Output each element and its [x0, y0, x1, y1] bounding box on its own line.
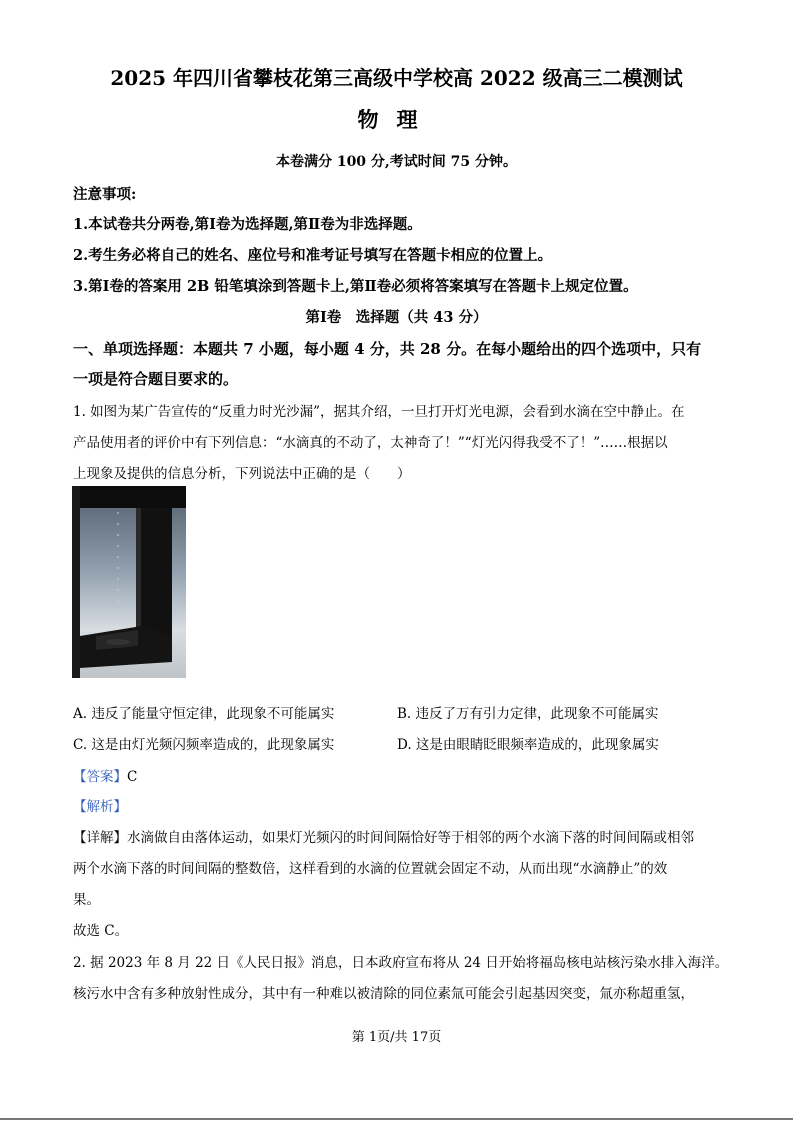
antigravity-hourglass-photo: [72, 486, 186, 678]
hourglass-illustration: [72, 486, 186, 678]
option-c[interactable]: C. 这是由灯光频闪频率造成的，此现象属实: [73, 737, 335, 753]
detail-tag: 【详解】: [73, 830, 127, 846]
answer-value: C: [127, 769, 138, 785]
subject-title: 物理: [357, 107, 436, 132]
question2-line2: 核污水中含有多种放射性成分，其中有一种难以被清除的同位素氚可能会引起基因突变，氚亦称超重氢，: [73, 986, 694, 1002]
notices-heading: 注意事项:: [73, 186, 137, 203]
notice-item-2: 2.考生务必将自己的姓名、座位号和准考证号填写在答题卡相应的位置上。: [73, 247, 553, 264]
bottom-divider: [0, 1118, 793, 1120]
question1-line1: 1. 如图为某广告宣传的“反重力时光沙漏”，据其介绍，一旦打开灯光电源，会看到水滴在空中静止。在: [73, 404, 685, 420]
option-a[interactable]: A. 违反了能量守恒定律，此现象不可能属实: [73, 706, 335, 722]
option-b[interactable]: B. 违反了万有引力定律，此现象不可能属实: [397, 706, 659, 722]
detail-text-1: 水滴做自由落体运动，如果灯光频闪的时间间隔恰好等于相邻的两个水滴下落的时间间隔或相邻: [127, 830, 694, 846]
detail-line3: 果。: [73, 892, 100, 908]
detail-line1: [73, 826, 694, 846]
question1-line2: 产品使用者的评价中有下列信息：“水滴真的不动了，太神奇了！”“灯光闪得我受不了！”……根据以: [73, 435, 668, 451]
option-d[interactable]: D. 这是由眼睛眨眼频率造成的，此现象属实: [397, 737, 659, 753]
answer-line: [73, 765, 137, 785]
detail-line2: 两个水滴下落的时间间隔的整数倍，这样看到的水滴的位置就会固定不动，从而出现“水滴静止”的效: [73, 861, 668, 877]
section-title: 第Ⅰ卷 选择题（共 43 分）: [305, 309, 488, 326]
notice-item-1: 1.本试卷共分两卷,第Ⅰ卷为选择题,第Ⅱ卷为非选择题。: [73, 216, 422, 233]
analysis-tag: 【解析】: [73, 799, 127, 815]
section-instruction-line1: 一、单项选择题：本题共 7 小题，每小题 4 分，共 28 分。在每小题给出的四个选项中，只有: [73, 340, 702, 358]
answer-tag: 【答案】: [73, 769, 127, 785]
section-instruction-line2: 一项是符合题目要求的。: [73, 370, 239, 388]
notice-item-3: 3.第Ⅰ卷的答案用 2B 铅笔填涂到答题卡上,第Ⅱ卷必须将答案填写在答题卡上规定位置。: [73, 278, 638, 295]
conclusion-line: 故选 C。: [73, 923, 129, 939]
question2-line1: 2. 据 2023 年 8 月 22 日《人民日报》消息，日本政府宣布将从 24 日开始将福岛核电站核污染水排入海洋。: [73, 955, 729, 971]
full-score-note: 本卷满分 100 分,考试时间 75 分钟。: [275, 154, 518, 170]
page-footer: 第 1页/共 17页: [351, 1030, 442, 1045]
exam-title: 2025 年四川省攀枝花第三高级中学校高 2022 级高三二模测试: [110, 66, 683, 90]
question1-line3: 上现象及提供的信息分析，下列说法中正确的是（ ）: [73, 466, 411, 482]
